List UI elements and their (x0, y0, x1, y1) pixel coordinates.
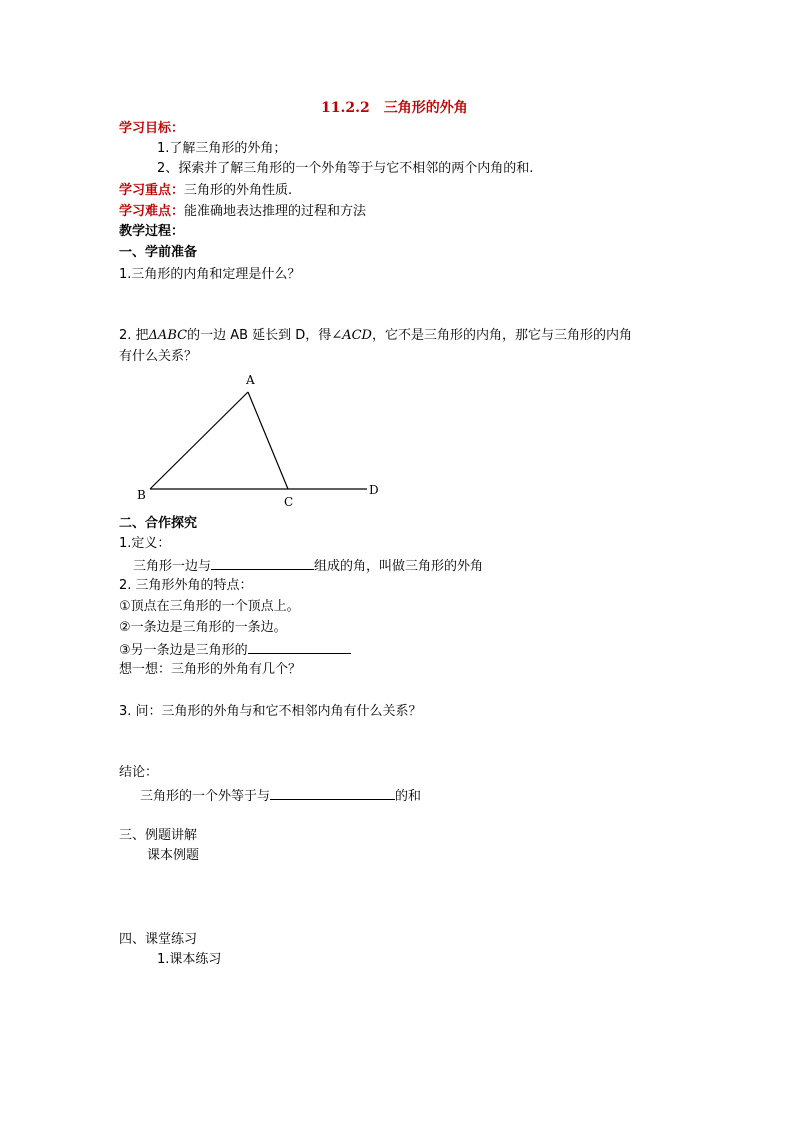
question-2-prefix: 2. 把 (119, 328, 149, 343)
definition-row (133, 557, 483, 575)
section3-item: 课本例题 (147, 848, 200, 863)
difficulty-text: 能准确地表达推理的过程和方法 (184, 204, 367, 219)
difficulty-label: 学习难点： (119, 204, 185, 219)
triangle-symbol: ΔABC (148, 328, 188, 343)
label-a: A (246, 373, 255, 387)
question-2-suffix: ，它不是三角形的内角，那它与三角形的内角 (371, 328, 632, 343)
section3-heading: 三、例题讲解 (119, 828, 198, 843)
conclusion-row (140, 787, 421, 805)
feature-3-row (119, 641, 351, 659)
label-b: B (137, 488, 146, 502)
key-point-label: 学习重点： (119, 183, 185, 198)
definition-suffix: 组成的角，叫做三角形的外角 (314, 559, 484, 574)
angle-symbol: ∠ACD (331, 328, 372, 343)
section4-item: 1.课本练习 (157, 952, 222, 967)
feature-1: ①顶点在三角形的一个顶点上。 (119, 599, 300, 614)
question-3: 3. 问：三角形的外角与和它不相邻内角有什么关系？ (119, 704, 422, 719)
side-ab (150, 392, 248, 489)
definition-blank[interactable] (211, 557, 314, 570)
feature-3-blank[interactable] (248, 641, 351, 654)
question-2-mid: 的一边 AB 延长到 D，得 (187, 328, 332, 343)
definition-label: 1.定义： (119, 536, 171, 551)
conclusion-label: 结论： (119, 765, 159, 780)
label-d: D (369, 483, 379, 497)
section1-heading: 一、学前准备 (119, 245, 198, 260)
page-title: 11.2.2 三角形的外角 (321, 100, 468, 116)
conclusion-prefix: 三角形的一个外等于与 (140, 789, 271, 804)
section2-heading: 二、合作探究 (119, 516, 198, 531)
side-ac (248, 392, 288, 489)
goal-item-1: 1.了解三角形的外角； (157, 141, 287, 156)
feature-3-text: ③另一条边是三角形的 (119, 643, 248, 658)
features-label: 2. 三角形外角的特点： (119, 578, 253, 593)
feature-2: ②一条边是三角形的一条边。 (119, 620, 287, 635)
goal-item-2: 2、探索并了解三角形的一个外角等于与它不相邻的两个内角的和. (157, 161, 534, 176)
question-1: 1.三角形的内角和定理是什么？ (119, 267, 301, 282)
process-label: 教学过程： (119, 224, 185, 239)
question-2-line2: 有什么关系？ (119, 349, 198, 364)
think-prompt: 想一想：三角形的外角有几个？ (119, 662, 302, 677)
conclusion-suffix: 的和 (395, 789, 422, 804)
label-c: C (284, 495, 294, 509)
definition-prefix: 三角形一边与 (133, 559, 212, 574)
key-point-text: 三角形的外角性质. (184, 183, 293, 198)
section4-heading: 四、课堂练习 (119, 932, 198, 947)
conclusion-blank[interactable] (270, 787, 395, 800)
goals-label: 学习目标： (119, 121, 185, 136)
